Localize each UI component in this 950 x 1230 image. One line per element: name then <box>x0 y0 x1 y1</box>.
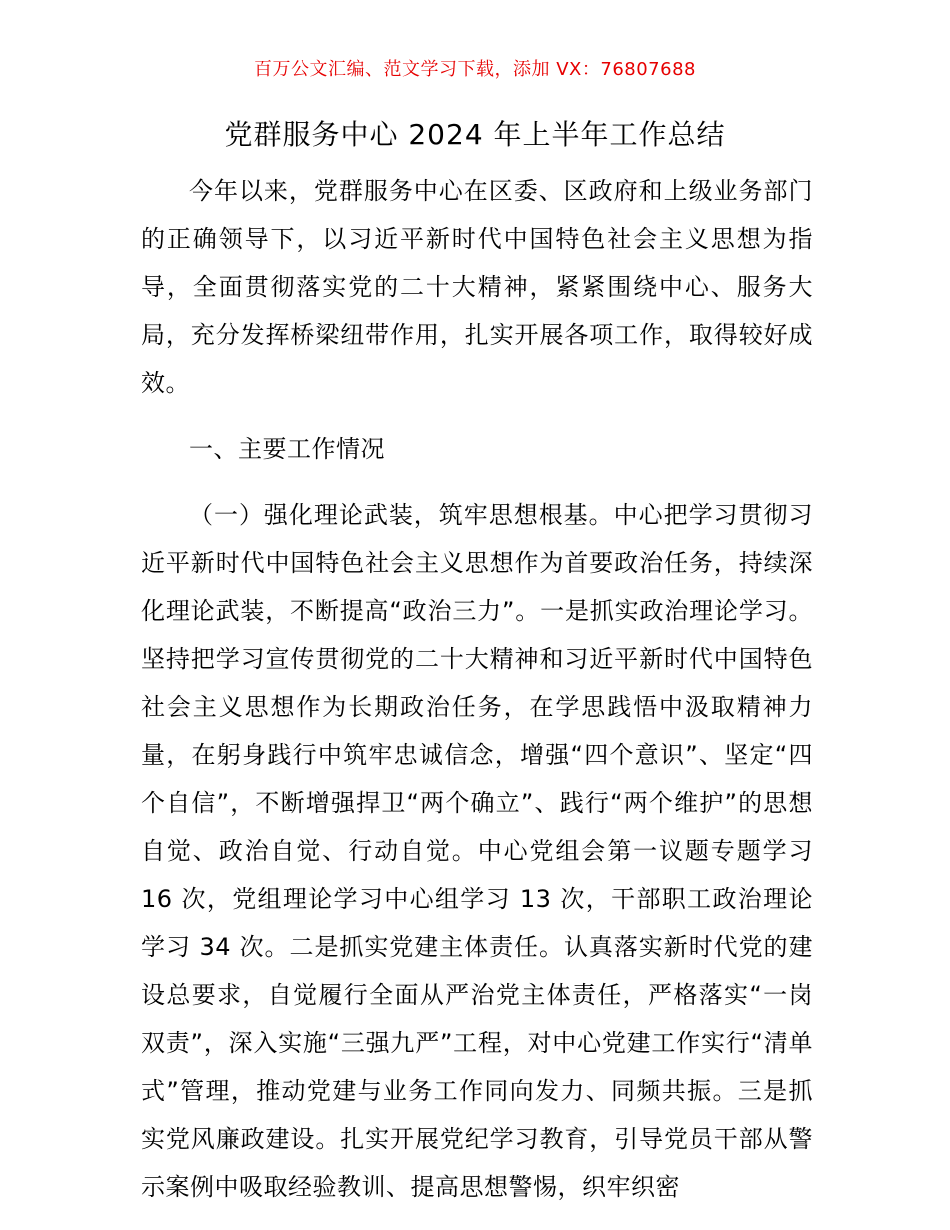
document-body <box>141 167 813 1211</box>
section-heading: 一、主要工作情况 <box>189 435 385 463</box>
header-promo-note: 百万公文汇编、范文学习下载，添加 VX：76807688 <box>254 59 696 80</box>
intro-paragraph: 今年以来，党群服务中心在区委、区政府和上级业务部门的正确领导下，以习近平新时代中国特色社会主义思想为指导，全面贯彻落实党的二十大精神，紧紧围绕中心、服务大局，充分发挥桥梁纽带作用，扎实开展各项工作，取得较好成效。 <box>141 177 813 397</box>
body-paragraph-1: （一）强化理论武装，筑牢思想根基。中心把学习贯彻习近平新时代中国特色社会主义思想作为首要政治任务，持续深化理论武装，不断提高“政治三力”。一是抓实政治理论学习。坚持把学习宣传贯彻党的二十大精神和习近平新时代中国特色社会主义思想作为长期政治任务，在学思践悟中汲取精神力量，在躬身践行中筑牢忠诚信念，增强“四个意识”、坚定“四个自信”，不断增强捍卫“两个确立”、践行“两个维护”的思想自觉、政治自觉、行动自觉。中心党组会第一议题专题学习 16 次，党组理论学习中心组学习 13 次，干部职工政治理论学习 34 次。二是抓实党建主体责任。认真落实新时代党的建设总要求，自觉履行全面从严治党主体责任，严格落实“一岗双责”，深入实施“三强九严”工程，对中心党建工作实行“清单式”管理，推动党建与业务工作同向发力、同频共振。三是抓实党风廉政建设。扎实开展党纪学习教育，引导党员干部从警示案例中吸取经验教训、提高思想警惕，织牢织密 <box>141 501 813 1201</box>
document-title: 党群服务中心 2024 年上半年工作总结 <box>224 118 726 151</box>
